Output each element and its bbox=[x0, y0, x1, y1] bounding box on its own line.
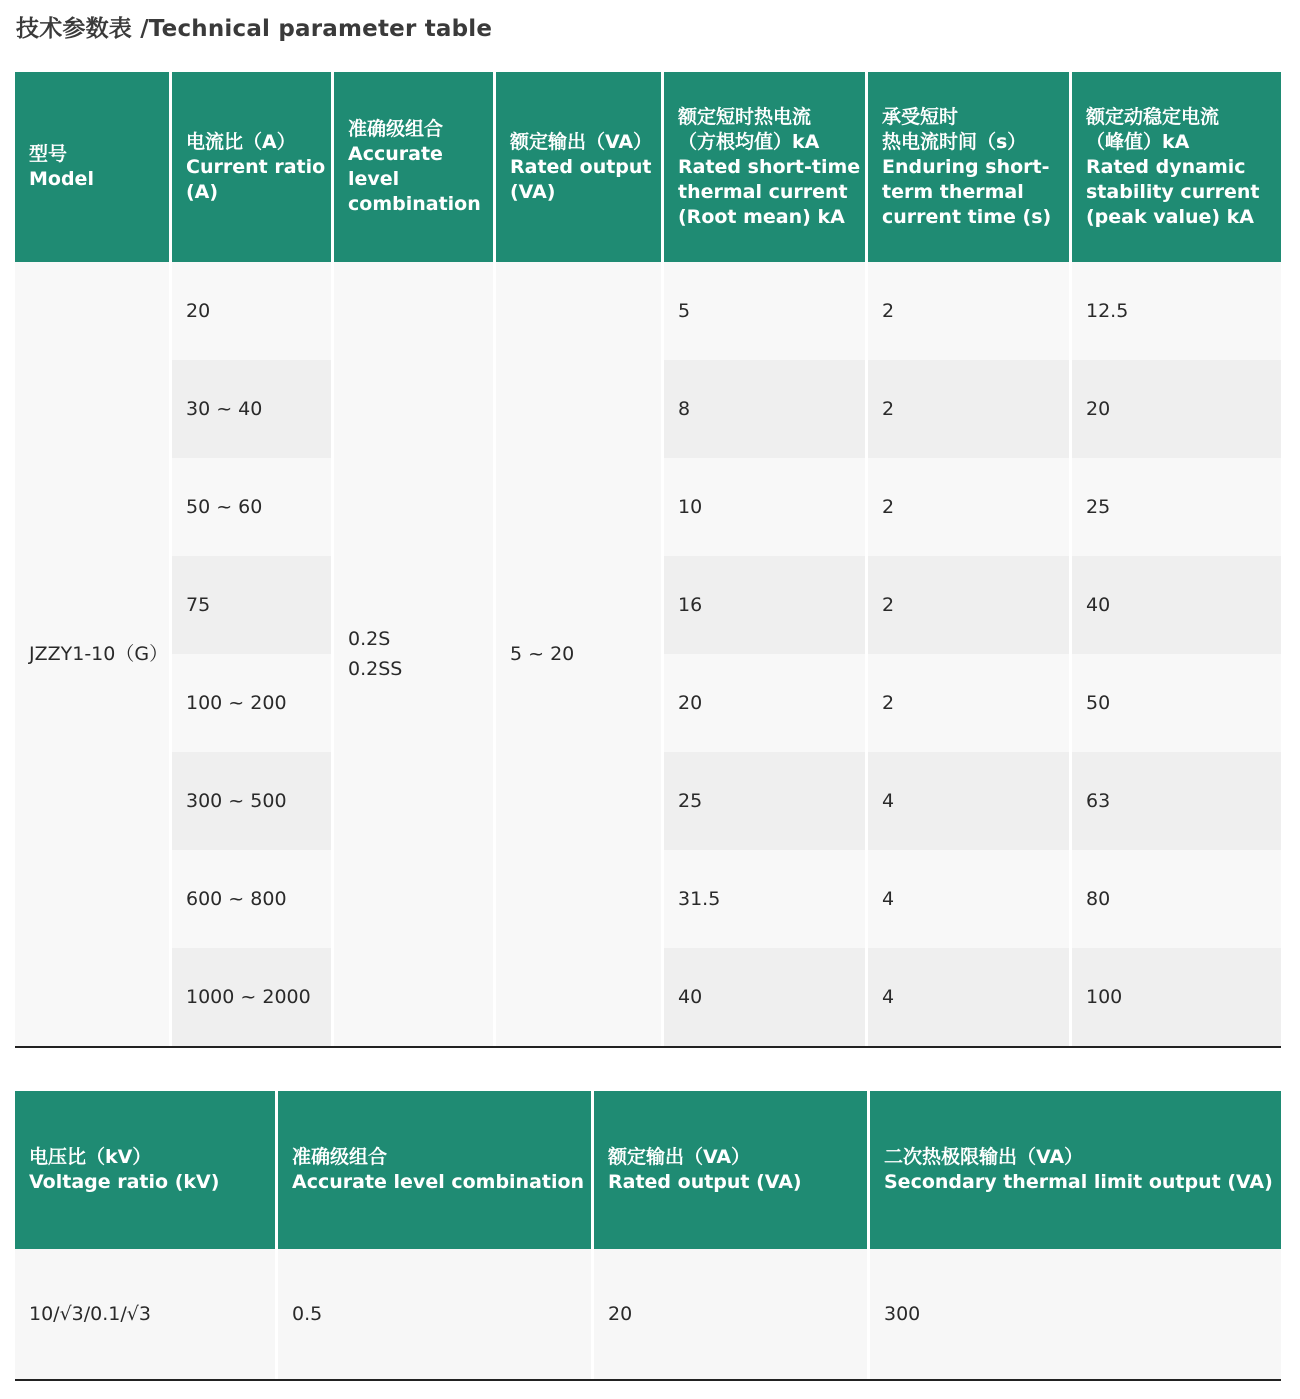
header-accuracy-combination: 准确级组合 Accurate level combination bbox=[334, 72, 496, 262]
time-cell: 2 bbox=[868, 556, 1072, 654]
header-accuracy-combination: 准确级组合 Accurate level combination bbox=[278, 1091, 594, 1249]
page-title: 技术参数表 /Technical parameter table bbox=[16, 16, 493, 42]
dynamic-current-cell: 63 bbox=[1072, 752, 1281, 850]
accuracy-cell: 0.2S 0.2SS bbox=[334, 262, 496, 1046]
header-enduring-time: 承受短时 热电流时间（s） Enduring short- term thermal current time (s) bbox=[868, 72, 1072, 262]
header-voltage-ratio: 电压比（kV） Voltage ratio (kV) bbox=[15, 1091, 278, 1249]
current-ratio-cell: 1000 ~ 2000 bbox=[172, 948, 334, 1046]
header-model: 型号 Model bbox=[15, 72, 172, 262]
current-ratio-cell: 30 ~ 40 bbox=[172, 360, 334, 458]
short-time-current-cell: 20 bbox=[664, 654, 868, 752]
rated-output-cell: 20 bbox=[594, 1249, 870, 1379]
table-row bbox=[15, 262, 1281, 360]
dynamic-current-cell: 50 bbox=[1072, 654, 1281, 752]
model-cell: JZZY1-10（G） bbox=[15, 262, 172, 1046]
dynamic-current-cell: 25 bbox=[1072, 458, 1281, 556]
time-cell: 4 bbox=[868, 948, 1072, 1046]
header-rated-short-time-thermal-current: 额定短时热电流 （方根均值）kA Rated short-time thermal current (Root mean) kA bbox=[664, 72, 868, 262]
header-rated-output: 额定输出（VA） Rated output (VA) bbox=[594, 1091, 870, 1249]
short-time-current-cell: 8 bbox=[664, 360, 868, 458]
dynamic-current-cell: 12.5 bbox=[1072, 262, 1281, 360]
current-ratio-cell: 300 ~ 500 bbox=[172, 752, 334, 850]
dynamic-current-cell: 100 bbox=[1072, 948, 1281, 1046]
short-time-current-cell: 5 bbox=[664, 262, 868, 360]
dynamic-current-cell: 80 bbox=[1072, 850, 1281, 948]
current-ratio-cell: 100 ~ 200 bbox=[172, 654, 334, 752]
time-cell: 2 bbox=[868, 654, 1072, 752]
header-thermal-limit-output: 二次热极限输出（VA） Secondary thermal limit output (VA) bbox=[870, 1091, 1281, 1249]
current-transformer-parameter-table bbox=[15, 72, 1281, 1048]
header-current-ratio: 电流比（A） Current ratio (A) bbox=[172, 72, 334, 262]
voltage-ratio-cell: 10/√3/0.1/√3 bbox=[15, 1249, 278, 1379]
table-header-row bbox=[15, 72, 1281, 262]
short-time-current-cell: 31.5 bbox=[664, 850, 868, 948]
current-ratio-cell: 20 bbox=[172, 262, 334, 360]
current-ratio-cell: 75 bbox=[172, 556, 334, 654]
short-time-current-cell: 40 bbox=[664, 948, 868, 1046]
short-time-current-cell: 25 bbox=[664, 752, 868, 850]
thermal-limit-output-cell: 300 bbox=[870, 1249, 1281, 1379]
header-rated-output: 额定输出（VA） Rated output (VA) bbox=[496, 72, 664, 262]
time-cell: 2 bbox=[868, 458, 1072, 556]
accuracy-cell: 0.5 bbox=[278, 1249, 594, 1379]
dynamic-current-cell: 20 bbox=[1072, 360, 1281, 458]
rated-output-cell: 5 ~ 20 bbox=[496, 262, 664, 1046]
table-header-row bbox=[15, 1091, 1281, 1249]
time-cell: 2 bbox=[868, 360, 1072, 458]
time-cell: 2 bbox=[868, 262, 1072, 360]
header-dynamic-stability-current: 额定动稳定电流 （峰值）kA Rated dynamic stability current (peak value) kA bbox=[1072, 72, 1281, 262]
short-time-current-cell: 10 bbox=[664, 458, 868, 556]
table-row bbox=[15, 1249, 1281, 1379]
time-cell: 4 bbox=[868, 850, 1072, 948]
current-ratio-cell: 600 ~ 800 bbox=[172, 850, 334, 948]
time-cell: 4 bbox=[868, 752, 1072, 850]
short-time-current-cell: 16 bbox=[664, 556, 868, 654]
voltage-transformer-parameter-table bbox=[15, 1091, 1281, 1381]
dynamic-current-cell: 40 bbox=[1072, 556, 1281, 654]
current-ratio-cell: 50 ~ 60 bbox=[172, 458, 334, 556]
